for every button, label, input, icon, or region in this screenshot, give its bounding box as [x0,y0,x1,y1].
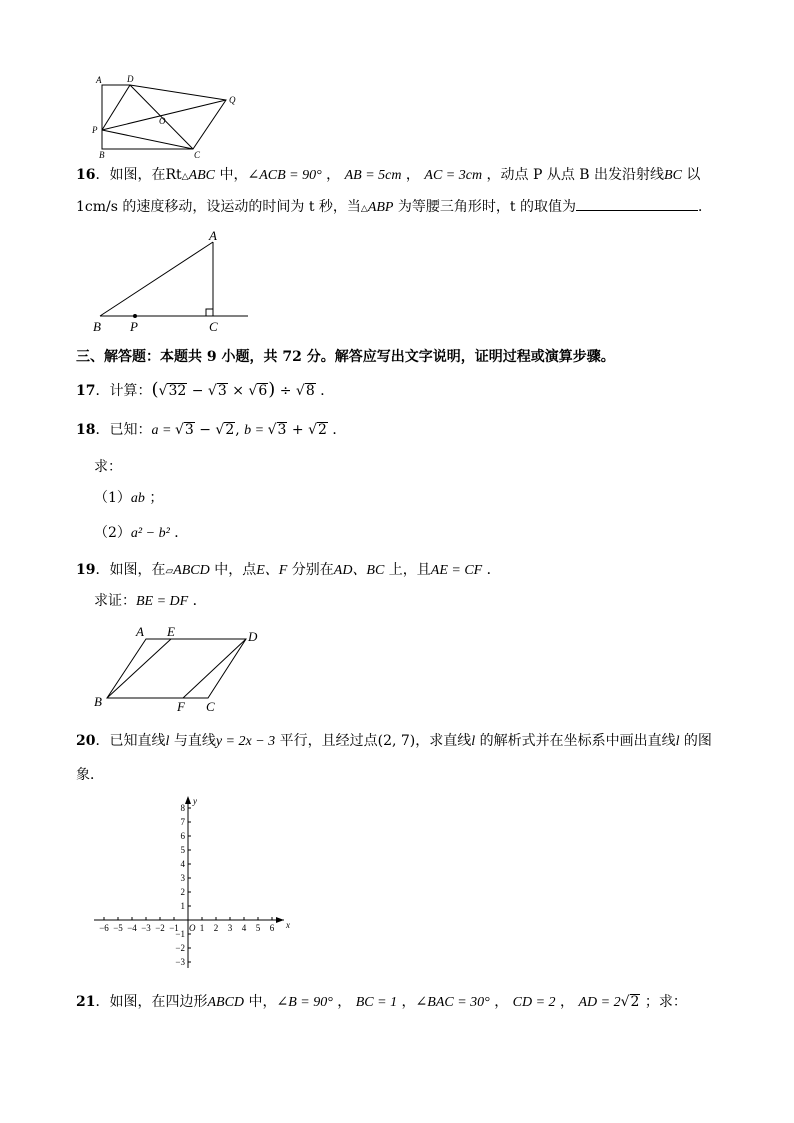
label-D: D [127,74,134,84]
x-tick-label: −1 [169,923,179,933]
label-B: B [93,319,101,334]
x-tick-label: −5 [113,923,123,933]
x-tick-label: −6 [99,923,109,933]
label-B: B [99,150,105,160]
label-F: F [177,699,185,714]
y-tick-label: 3 [180,873,185,883]
q19-figure [90,622,270,714]
section-heading: 三、解答题：本题共 9 小题，共 72 分。解答应写出文字说明，证明过程或演算步骤。 [76,349,615,365]
question-number: 17 [76,383,96,399]
q16-figure [88,228,258,338]
x-axis-label: x [286,920,290,930]
question-16-line-2: 1cm/s 的速度移动，设运动的时间为 t 秒，当△ABP 为等腰三角形时，t 的取值为 ． [76,196,712,220]
x-tick-label: 1 [199,923,205,933]
y-tick-label: 5 [180,845,185,855]
question-18: 18．已知：a = √3 − √2, b = √3 + √2 ． [76,422,347,438]
y-axis-label: y [193,796,197,806]
y-tick-label: −3 [175,957,185,967]
y-tick-label: 8 [180,803,185,813]
label-O: O [159,116,166,126]
label-E: E [167,624,175,639]
label-C: C [194,150,201,160]
x-tick-label: −2 [155,923,165,933]
question-number: 16 [76,167,96,183]
y-tick-label: 7 [180,817,185,827]
coordinate-plane [88,792,298,974]
label-Q: Q [229,95,236,105]
x-tick-label: 6 [269,923,275,933]
question-18-part-2: （2）a² − b² ． [94,525,189,541]
label-C: C [209,319,218,334]
y-tick-label: 6 [180,831,185,841]
label-D: D [248,629,258,644]
question-17: 17．计算：(√32 − √3 × √6) ÷ √8 ． [76,379,335,400]
question-number: 18 [76,422,96,438]
x-tick-label: 4 [241,923,247,933]
question-number: 21 [76,994,96,1010]
question-number: 19 [76,562,96,578]
label-A: A [136,624,144,639]
label-B: B [94,694,102,709]
question-18-part-1: （1）ab ； [94,490,164,506]
question-19-prove: 求证：BE = DF ． [94,593,207,609]
y-tick-label: −2 [175,943,185,953]
answer-blank [576,196,698,211]
question-number: 20 [76,733,96,749]
x-tick-label: 2 [213,923,219,933]
x-axis-arrow [276,917,284,923]
x-tick-label: −4 [127,923,137,933]
x-tick-label: −3 [141,923,151,933]
y-tick-label: 2 [180,887,185,897]
x-tick-label: 5 [255,923,261,933]
q15-figure [90,72,250,160]
question-20-line-2: 象． [76,767,104,783]
label-C: C [206,699,215,714]
label-P: P [130,319,138,334]
question-20-line-1: 20．已知直线l 与直线y = 2x − 3 平行，且经过点(2, 7)，求直线l 的解析式并在坐标系中画出直线l 的图 [76,733,712,749]
question-19: 19．如图，在▱ABCD 中，点E、F 分别在AD、BC 上，且AE = CF ． [76,562,501,578]
question-21: 21．如图，在四边形ABCD 中，∠B = 90° ， BC = 1 ，∠BAC = 30° ， CD = 2 ， AD = 2√2 ；求： [76,994,687,1010]
origin-label: O [189,923,196,933]
y-tick-label: 1 [180,901,185,911]
x-tick-label: 3 [227,923,233,933]
label-P: P [92,125,98,135]
label-A: A [209,228,217,243]
y-axis-arrow [185,796,191,804]
y-tick-label: −1 [175,929,185,939]
question-16-line-1: 16．如图，在Rt△ABC 中，∠ACB = 90° ， AB = 5cm ， AC = 3cm ，动点 P 从点 B 出发沿射线BC 以 [76,167,701,183]
question-18-ask: 求： [94,459,122,475]
label-A: A [96,75,102,85]
axes [94,796,290,968]
y-tick-label: 4 [180,859,185,869]
